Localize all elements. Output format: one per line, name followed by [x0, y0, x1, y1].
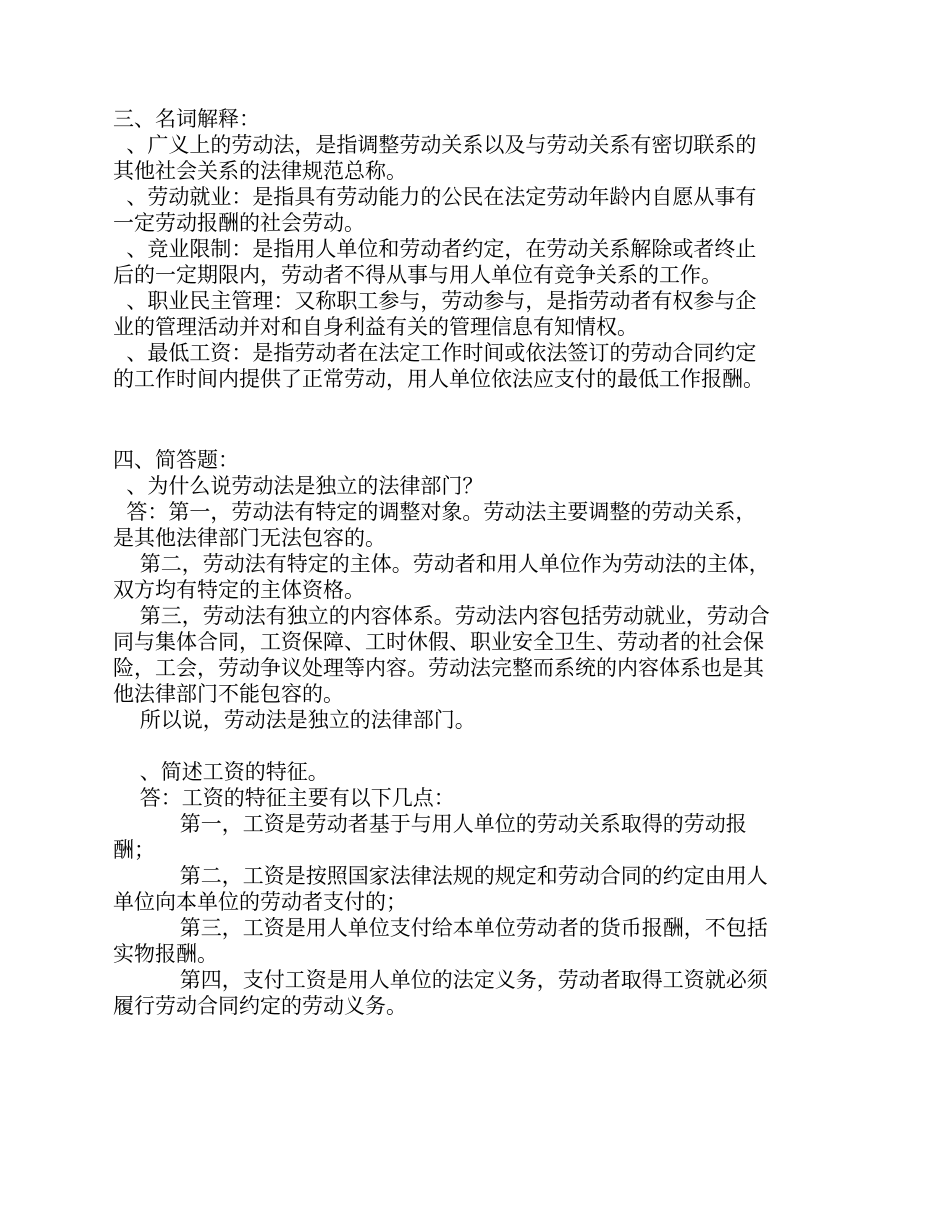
paragraph-line: 后的一定期限内，劳动者不得从事与用人单位有竞争关系的工作。 [113, 263, 722, 287]
answer-line: 他法律部门不能包容的。 [113, 682, 344, 706]
section-heading-short-answer: 四、简答题： [113, 448, 239, 472]
paragraph-line: 业的管理活动并对和自身利益有关的管理信息有知情权。 [113, 315, 638, 339]
paragraph-line: 、竞业限制：是指用人单位和劳动者约定，在劳动关系解除或者终止 [113, 237, 757, 261]
answer-line: 第二，工资是按照国家法律法规的规定和劳动合同的约定由用人 [113, 864, 768, 888]
answer-line: 第二，劳动法有特定的主体。劳动者和用人单位作为劳动法的主体， [113, 552, 770, 576]
question-spacer [113, 733, 833, 759]
paragraph-line: 其他社会关系的法律规范总称。 [113, 159, 407, 183]
answer-line: 履行劳动合同约定的劳动义务。 [113, 994, 407, 1018]
paragraph-line: 、劳动就业：是指具有劳动能力的公民在法定劳动年龄内自愿从事有 [113, 185, 757, 209]
paragraph-line: 、职业民主管理：又称职工参与，劳动参与，是指劳动者有权参与企 [113, 289, 757, 313]
answer-line: 第一，工资是劳动者基于与用人单位的劳动关系取得的劳动报 [113, 812, 747, 836]
answer-line: 答：第一，劳动法有特定的调整对象。劳动法主要调整的劳动关系， [113, 500, 757, 524]
section-heading-definitions: 三、名词解释： [113, 107, 260, 131]
answer-line: 实物报酬。 [113, 942, 218, 966]
question-line: 、为什么说劳动法是独立的法律部门？ [113, 474, 484, 498]
answer-line: 单位向本单位的劳动者支付的； [113, 890, 407, 914]
answer-line: 险，工会，劳动争议处理等内容。劳动法完整而系统的内容体系也是其 [113, 656, 764, 680]
answer-line: 答：工资的特征主要有以下几点： [113, 786, 455, 810]
answer-line: 同与集体合同，工资保障、工时休假、职业安全卫生、劳动者的社会保 [113, 630, 764, 654]
answer-line: 是其他法律部门无法包容的。 [113, 526, 386, 550]
section-spacer [113, 392, 833, 447]
question-line: 、简述工资的特征。 [113, 760, 329, 784]
answer-line: 双方均有特定的主体资格。 [113, 578, 365, 602]
paragraph-line: 、广义上的劳动法，是指调整劳动关系以及与劳动关系有密切联系的 [113, 133, 757, 157]
answer-line: 第三，劳动法有独立的内容体系。劳动法内容包括劳动就业，劳动合 [113, 604, 770, 628]
paragraph-line: 一定劳动报酬的社会劳动。 [113, 211, 365, 235]
answer-line: 第三，工资是用人单位支付给本单位劳动者的货币报酬，不包括 [113, 916, 768, 940]
answer-line: 第四，支付工资是用人单位的法定义务，劳动者取得工资就必须 [113, 968, 768, 992]
answer-line: 所以说，劳动法是独立的法律部门。 [113, 708, 476, 732]
document-page [113, 106, 833, 1019]
paragraph-line: 的工作时间内提供了正常劳动，用人单位依法应支付的最低工作报酬。 [113, 367, 764, 391]
answer-line: 酬； [113, 838, 155, 862]
paragraph-line: 、最低工资：是指劳动者在法定工作时间或依法签订的劳动合同约定 [113, 341, 757, 365]
